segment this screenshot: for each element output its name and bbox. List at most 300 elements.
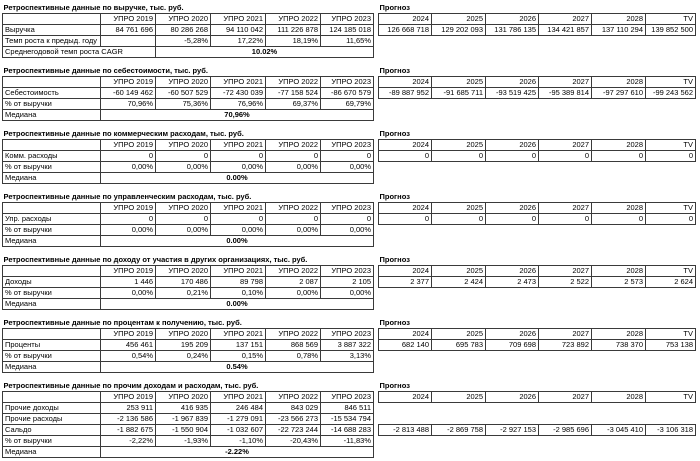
forecast-year-header: 2025	[432, 203, 486, 214]
table-row	[3, 25, 696, 36]
section-title-row	[3, 380, 696, 392]
empty-cell	[486, 236, 539, 247]
merged-summary-value: 0.00%	[101, 173, 374, 184]
forecast-value-cell: 753 138	[646, 340, 696, 351]
empty-cell	[592, 362, 646, 373]
forecast-year-header: 2026	[486, 266, 539, 277]
retro-year-header: УПРО 2023	[321, 140, 374, 151]
row-label: Доходы	[3, 277, 101, 288]
retro-value-cell: 456 461	[101, 340, 156, 351]
empty-cell	[379, 225, 432, 236]
section-table-3	[2, 191, 696, 247]
forecast-value-cell: 0	[646, 151, 696, 162]
retro-value-cell: 2 087	[266, 277, 321, 288]
retro-value-cell: 195 209	[156, 340, 211, 351]
section-title: Ретроспективные данные по себестоимости, тыс. руб.	[3, 66, 208, 75]
retro-value-cell: 11,65%	[321, 36, 374, 47]
retro-value-cell: 94 110 042	[211, 25, 266, 36]
empty-cell	[486, 362, 539, 373]
retro-value-cell: 0,00%	[266, 162, 321, 173]
empty-cell	[486, 110, 539, 121]
forecast-year-header: 2027	[539, 266, 592, 277]
retro-value-cell: 0	[266, 151, 321, 162]
forecast-year-header: 2028	[592, 77, 646, 88]
empty-cell	[432, 225, 486, 236]
retro-year-header: УПРО 2022	[266, 14, 321, 25]
retro-value-cell: 0,00%	[101, 288, 156, 299]
forecast-value-cell: 131 786 135	[486, 25, 539, 36]
retro-year-header: УПРО 2022	[266, 203, 321, 214]
empty-cell	[539, 99, 592, 110]
retro-value-cell: 3 887 322	[321, 340, 374, 351]
empty-cell	[646, 288, 696, 299]
empty-cell	[486, 447, 539, 458]
section-title: Ретроспективные данные по коммерческим расходам, тыс. руб.	[3, 129, 244, 138]
forecast-value-cell: 2 424	[432, 277, 486, 288]
empty-cell	[646, 173, 696, 184]
forecast-year-header: 2026	[486, 203, 539, 214]
table-row	[3, 362, 696, 373]
retro-value-cell: 75,36%	[156, 99, 211, 110]
row-label: Сальдо	[3, 425, 101, 436]
retro-value-cell: 0,54%	[101, 351, 156, 362]
empty-cell	[486, 299, 539, 310]
empty-cell	[486, 225, 539, 236]
row-label: Среднегодовой темп роста CAGR	[3, 47, 156, 58]
empty-cell	[539, 110, 592, 121]
retro-value-cell: 1 446	[101, 277, 156, 288]
forecast-value-cell: 738 370	[592, 340, 646, 351]
forecast-value-cell: 709 698	[486, 340, 539, 351]
retro-year-header: УПРО 2019	[101, 140, 156, 151]
forecast-value-cell: 2 624	[646, 277, 696, 288]
empty-cell	[539, 414, 592, 425]
row-label: % от выручки	[3, 225, 101, 236]
corner-cell	[3, 329, 101, 340]
empty-cell	[539, 173, 592, 184]
section-title: Ретроспективные данные по доходу от участия в других организациях, тыс. руб.	[3, 255, 308, 264]
year-header-row	[3, 266, 696, 277]
retro-value-cell: -1 032 607	[211, 425, 266, 436]
empty-cell	[432, 173, 486, 184]
corner-cell	[3, 14, 101, 25]
retro-value-cell: 253 911	[101, 403, 156, 414]
retro-value-cell: 0,00%	[266, 225, 321, 236]
empty-cell	[539, 162, 592, 173]
retro-year-header: УПРО 2021	[211, 14, 266, 25]
empty-cell	[646, 447, 696, 458]
empty-cell	[379, 351, 432, 362]
forecast-value-cell: -91 685 711	[432, 88, 486, 99]
retro-value-cell: 0	[211, 151, 266, 162]
empty-cell	[592, 173, 646, 184]
empty-cell	[379, 36, 432, 47]
retro-value-cell	[101, 36, 156, 47]
forecast-label: Прогноз	[379, 318, 410, 327]
forecast-year-header: 2025	[432, 77, 486, 88]
empty-cell	[646, 403, 696, 414]
retro-value-cell: -1 967 839	[156, 414, 211, 425]
empty-cell	[646, 414, 696, 425]
forecast-year-header: 2028	[592, 392, 646, 403]
table-row	[3, 88, 696, 99]
retro-value-cell: 2 105	[321, 277, 374, 288]
empty-cell	[486, 288, 539, 299]
retro-value-cell: 0	[211, 214, 266, 225]
empty-cell	[379, 47, 432, 58]
forecast-value-cell: 723 892	[539, 340, 592, 351]
retro-year-header: УПРО 2021	[211, 140, 266, 151]
retro-value-cell: -11,83%	[321, 436, 374, 447]
merged-summary-value: -2.22%	[101, 447, 374, 458]
retro-value-cell: 0,00%	[211, 225, 266, 236]
retro-value-cell: 0	[321, 151, 374, 162]
empty-cell	[592, 299, 646, 310]
table-row	[3, 340, 696, 351]
empty-cell	[592, 447, 646, 458]
retro-value-cell: -1 279 091	[211, 414, 266, 425]
year-header-row	[3, 329, 696, 340]
retro-year-header: УПРО 2021	[211, 329, 266, 340]
empty-cell	[539, 36, 592, 47]
forecast-label: Прогноз	[379, 129, 410, 138]
corner-cell	[3, 140, 101, 151]
empty-cell	[592, 403, 646, 414]
retro-year-header: УПРО 2023	[321, 203, 374, 214]
forecast-year-header: 2026	[486, 14, 539, 25]
empty-cell	[379, 99, 432, 110]
empty-cell	[486, 162, 539, 173]
retro-value-cell: 0,00%	[101, 225, 156, 236]
empty-cell	[646, 299, 696, 310]
forecast-year-header: TV	[646, 140, 696, 151]
table-row	[3, 173, 696, 184]
table-row	[3, 351, 696, 362]
forecast-year-header: 2027	[539, 203, 592, 214]
empty-cell	[539, 47, 592, 58]
retro-value-cell: -77 158 524	[266, 88, 321, 99]
empty-cell	[432, 99, 486, 110]
forecast-value-cell: 0	[592, 214, 646, 225]
empty-cell	[592, 414, 646, 425]
forecast-year-header: 2025	[432, 329, 486, 340]
empty-cell	[486, 351, 539, 362]
retro-value-cell: 0,15%	[211, 351, 266, 362]
section-table-6	[2, 380, 696, 458]
empty-cell	[379, 403, 432, 414]
forecast-year-header: TV	[646, 203, 696, 214]
empty-cell	[486, 414, 539, 425]
empty-cell	[539, 362, 592, 373]
merged-summary-value: 10.02%	[156, 47, 374, 58]
forecast-value-cell: -89 887 952	[379, 88, 432, 99]
section-table-2	[2, 128, 696, 184]
empty-cell	[432, 236, 486, 247]
empty-cell	[486, 403, 539, 414]
retro-value-cell: -15 534 794	[321, 414, 374, 425]
section-table-4	[2, 254, 696, 310]
empty-cell	[539, 288, 592, 299]
forecast-year-header: 2028	[592, 266, 646, 277]
retro-year-header: УПРО 2020	[156, 203, 211, 214]
retro-value-cell: 246 484	[211, 403, 266, 414]
forecast-value-cell: -2 813 488	[379, 425, 432, 436]
row-label: Выручка	[3, 25, 101, 36]
forecast-year-header: 2026	[486, 329, 539, 340]
retro-value-cell: 0,00%	[156, 162, 211, 173]
empty-cell	[379, 362, 432, 373]
forecast-year-header: 2026	[486, 77, 539, 88]
forecast-year-header: 2027	[539, 392, 592, 403]
empty-cell	[432, 351, 486, 362]
retro-value-cell: -20,43%	[266, 436, 321, 447]
retro-value-cell: -14 688 283	[321, 425, 374, 436]
forecast-label: Прогноз	[379, 3, 410, 12]
retro-value-cell: -1,10%	[211, 436, 266, 447]
retro-value-cell: 0	[101, 151, 156, 162]
retro-year-header: УПРО 2023	[321, 14, 374, 25]
forecast-value-cell: 129 202 093	[432, 25, 486, 36]
forecast-year-header: 2028	[592, 140, 646, 151]
row-label: Прочие расходы	[3, 414, 101, 425]
forecast-value-cell: 137 110 294	[592, 25, 646, 36]
section-title-row	[3, 65, 696, 77]
retro-value-cell: 868 569	[266, 340, 321, 351]
forecast-value-cell: -2 869 758	[432, 425, 486, 436]
row-label: Медиана	[3, 236, 101, 247]
retro-value-cell: -72 430 039	[211, 88, 266, 99]
empty-cell	[592, 162, 646, 173]
retro-value-cell: -1 882 675	[101, 425, 156, 436]
year-header-row	[3, 392, 696, 403]
forecast-year-header: 2027	[539, 140, 592, 151]
forecast-value-cell: -99 243 562	[646, 88, 696, 99]
empty-cell	[486, 47, 539, 58]
row-label: Упр. расходы	[3, 214, 101, 225]
forecast-value-cell: -2 985 696	[539, 425, 592, 436]
retro-year-header: УПРО 2021	[211, 203, 266, 214]
forecast-year-header: 2028	[592, 203, 646, 214]
empty-cell	[646, 436, 696, 447]
retro-value-cell: 17,22%	[211, 36, 266, 47]
empty-cell	[539, 299, 592, 310]
forecast-year-header: 2025	[432, 140, 486, 151]
forecast-value-cell: -93 519 425	[486, 88, 539, 99]
empty-cell	[486, 436, 539, 447]
retro-value-cell: 0,00%	[101, 162, 156, 173]
empty-cell	[432, 362, 486, 373]
forecast-value-cell: 0	[486, 151, 539, 162]
empty-cell	[432, 47, 486, 58]
corner-cell	[3, 392, 101, 403]
retro-value-cell: 0	[101, 214, 156, 225]
empty-cell	[379, 288, 432, 299]
year-header-row	[3, 140, 696, 151]
merged-summary-value: 0.54%	[101, 362, 374, 373]
year-header-row	[3, 14, 696, 25]
empty-cell	[592, 110, 646, 121]
retro-value-cell: 111 226 878	[266, 25, 321, 36]
retro-value-cell: 0,10%	[211, 288, 266, 299]
empty-cell	[379, 447, 432, 458]
section-title-row	[3, 254, 696, 266]
retro-value-cell: 0,00%	[321, 162, 374, 173]
row-label: Темп роста к предыд. году	[3, 36, 101, 47]
retro-value-cell: -2 136 586	[101, 414, 156, 425]
table-row	[3, 151, 696, 162]
empty-cell	[432, 162, 486, 173]
section-title: Ретроспективные данные по процентам к получению, тыс. руб.	[3, 318, 242, 327]
empty-cell	[539, 225, 592, 236]
retro-value-cell: -1 550 904	[156, 425, 211, 436]
section-table-0	[2, 2, 696, 58]
retro-year-header: УПРО 2019	[101, 392, 156, 403]
empty-cell	[592, 225, 646, 236]
forecast-year-header: 2024	[379, 392, 432, 403]
corner-cell	[3, 266, 101, 277]
empty-cell	[646, 162, 696, 173]
forecast-year-header: TV	[646, 329, 696, 340]
forecast-value-cell: 0	[539, 151, 592, 162]
forecast-value-cell: 0	[646, 214, 696, 225]
table-row	[3, 403, 696, 414]
retro-year-header: УПРО 2020	[156, 392, 211, 403]
empty-cell	[646, 47, 696, 58]
forecast-value-cell: 0	[592, 151, 646, 162]
retro-value-cell: 0,21%	[156, 288, 211, 299]
retro-value-cell: 70,96%	[101, 99, 156, 110]
row-label: Медиана	[3, 362, 101, 373]
retro-value-cell: 0	[156, 214, 211, 225]
retro-value-cell: -5,28%	[156, 36, 211, 47]
forecast-year-header: 2024	[379, 329, 432, 340]
table-row	[3, 436, 696, 447]
retro-year-header: УПРО 2022	[266, 140, 321, 151]
retro-year-header: УПРО 2020	[156, 77, 211, 88]
section-title-row	[3, 128, 696, 140]
empty-cell	[646, 99, 696, 110]
forecast-year-header: 2027	[539, 329, 592, 340]
empty-cell	[379, 236, 432, 247]
empty-cell	[432, 110, 486, 121]
retro-value-cell: 0	[156, 151, 211, 162]
section-title-row	[3, 2, 696, 14]
forecast-year-header: 2024	[379, 266, 432, 277]
empty-cell	[646, 110, 696, 121]
empty-cell	[646, 36, 696, 47]
empty-cell	[379, 162, 432, 173]
forecast-value-cell: 2 522	[539, 277, 592, 288]
merged-summary-value: 70,96%	[101, 110, 374, 121]
forecast-value-cell: 126 668 718	[379, 25, 432, 36]
retro-year-header: УПРО 2019	[101, 329, 156, 340]
forecast-value-cell: 2 473	[486, 277, 539, 288]
forecast-value-cell: 0	[539, 214, 592, 225]
retro-year-header: УПРО 2019	[101, 203, 156, 214]
empty-cell	[592, 436, 646, 447]
forecast-value-cell: -3 106 318	[646, 425, 696, 436]
report-sections-container	[2, 2, 700, 458]
table-row	[3, 236, 696, 247]
section-title: Ретроспективные данные по прочим доходам и расходам, тыс. руб.	[3, 381, 259, 390]
retro-year-header: УПРО 2020	[156, 14, 211, 25]
retro-year-header: УПРО 2023	[321, 329, 374, 340]
forecast-year-header: 2026	[486, 392, 539, 403]
empty-cell	[432, 36, 486, 47]
forecast-year-header: 2028	[592, 14, 646, 25]
retro-value-cell: 69,37%	[266, 99, 321, 110]
retro-value-cell: 846 511	[321, 403, 374, 414]
empty-cell	[486, 173, 539, 184]
forecast-value-cell: 139 852 500	[646, 25, 696, 36]
retro-value-cell: 0,00%	[211, 162, 266, 173]
forecast-year-header: 2027	[539, 77, 592, 88]
retro-value-cell: -60 149 462	[101, 88, 156, 99]
forecast-value-cell: 2 377	[379, 277, 432, 288]
empty-cell	[432, 403, 486, 414]
retro-year-header: УПРО 2019	[101, 266, 156, 277]
year-header-row	[3, 77, 696, 88]
retro-value-cell: 0	[321, 214, 374, 225]
retro-year-header: УПРО 2021	[211, 392, 266, 403]
retro-year-header: УПРО 2020	[156, 266, 211, 277]
forecast-label: Прогноз	[379, 255, 410, 264]
section-title: Ретроспективные данные по выручке, тыс. руб.	[3, 3, 184, 12]
forecast-year-header: TV	[646, 392, 696, 403]
section-title-row	[3, 317, 696, 329]
table-row	[3, 225, 696, 236]
forecast-year-header: 2024	[379, 140, 432, 151]
retro-value-cell: 18,19%	[266, 36, 321, 47]
table-row	[3, 425, 696, 436]
section-title: Ретроспективные данные по управленческим расходам, тыс. руб.	[3, 192, 252, 201]
retro-value-cell: 0,00%	[156, 225, 211, 236]
empty-cell	[539, 351, 592, 362]
empty-cell	[646, 362, 696, 373]
retro-year-header: УПРО 2019	[101, 14, 156, 25]
forecast-year-header: 2026	[486, 140, 539, 151]
empty-cell	[592, 99, 646, 110]
forecast-year-header: 2025	[432, 392, 486, 403]
corner-cell	[3, 203, 101, 214]
forecast-year-header: TV	[646, 266, 696, 277]
empty-cell	[379, 299, 432, 310]
retro-year-header: УПРО 2019	[101, 77, 156, 88]
retro-value-cell: 89 798	[211, 277, 266, 288]
forecast-label: Прогноз	[379, 381, 410, 390]
retro-value-cell: 124 185 018	[321, 25, 374, 36]
retro-year-header: УПРО 2020	[156, 329, 211, 340]
forecast-year-header: 2027	[539, 14, 592, 25]
table-row	[3, 214, 696, 225]
forecast-value-cell: 0	[432, 214, 486, 225]
row-label: % от выручки	[3, 162, 101, 173]
table-row	[3, 288, 696, 299]
year-header-row	[3, 203, 696, 214]
empty-cell	[592, 236, 646, 247]
retro-value-cell: -1,93%	[156, 436, 211, 447]
empty-cell	[539, 403, 592, 414]
empty-cell	[592, 351, 646, 362]
table-row	[3, 36, 696, 47]
empty-cell	[486, 36, 539, 47]
retro-value-cell: 84 761 696	[101, 25, 156, 36]
forecast-year-header: 2025	[432, 14, 486, 25]
corner-cell	[3, 77, 101, 88]
row-label: Прочие доходы	[3, 403, 101, 414]
empty-cell	[432, 414, 486, 425]
empty-cell	[592, 288, 646, 299]
